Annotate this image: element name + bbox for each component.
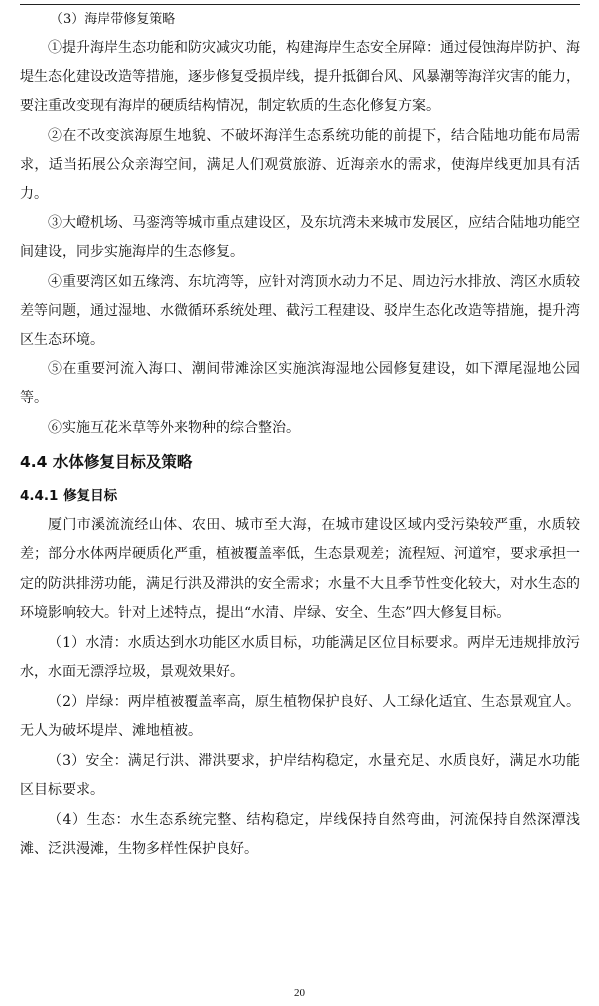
page-number: 20 — [294, 987, 305, 999]
coastal-item-5: ⑤在重要河流入海口、潮间带滩涂区实施滨海湿地公园修复建设，如下潭尾湿地公园等。 — [20, 361, 580, 407]
goal-ecology: （4）生态：水生态系统完整、结构稳定，岸线保持自然弯曲，河流保持自然深潭浅滩、泛洪漫滩，生物多样性保护良好。 — [20, 811, 580, 858]
coastal-item-4: ④重要湾区如五缘湾、东坑湾等，应针对湾顶水动力不足、周边污水排放、湾区水质较差等问题，通过湿地、水微循环系统处理、截污工程建设、驳岸生态化改造等措施，提升湾区生态环境。 — [20, 273, 580, 349]
goal-banks-green: （2）岸绿：两岸植被覆盖率高，原生植物保护良好、人工绿化适宜、生态景观宜人。无人为破坏堤岸、滩地植被。 — [20, 693, 580, 740]
document-page — [20, 6, 580, 865]
coastal-strategy-heading: （3）海岸带修复策略 — [50, 12, 176, 27]
coastal-item-3: ③大嶝机场、马銮湾等城市重点建设区，及东坑湾未来城市发展区，应结合陆地功能空间建设，同步实施海岸的生态修复。 — [20, 215, 580, 261]
coastal-item-6: ⑥实施互花米草等外来物种的综合整治。 — [48, 419, 300, 436]
coastal-item-1: ①提升海岸生态功能和防灾减灾功能，构建海岸生态安全屏障：通过侵蚀海岸防护、海堤生态化建设改造等措施，逐步修复受损岸线，提升抵御台风、风暴潮等海洋灾害的能力，要注重改变现有海岸的硬质结构情况，制定软质的生态化修复方案。 — [20, 40, 580, 115]
section-heading-4-4: 4.4 水体修复目标及策略 — [20, 452, 193, 471]
top-rule — [20, 4, 580, 5]
goal-water-clear: （1）水清：水质达到水功能区水质目标，功能满足区位目标要求。两岸无违规排放污水，水面无漂浮垃圾，景观效果好。 — [20, 634, 580, 681]
intro-paragraph: 厦门市溪流流经山体、农田、城市至大海，在城市建设区域内受污染较严重，水质较差；部分水体两岸硬质化严重，植被覆盖率低，生态景观差；流程短、河道窄，要求承担一定的防洪排涝功能，满足行洪及滞洪的安全需求；水量不大且季节性变化较大，对水生态的环境影响较大。针对上述特点，提出“水清、岸绿、安全、生态”四大修复目标。 — [20, 516, 580, 622]
coastal-item-2: ②在不改变滨海原生地貌、不破坏海洋生态系统功能的前提下，结合陆地功能布局需求，适当拓展公众亲海空间，满足人们观赏旅游、近海亲水的需求，使海岸线更加具有活力。 — [20, 127, 580, 203]
goal-safety: （3）安全：满足行洪、滞洪要求，护岸结构稳定，水量充足、水质良好，满足水功能区目标要求。 — [20, 752, 580, 799]
subsection-heading-4-4-1: 4.4.1 修复目标 — [20, 487, 118, 504]
